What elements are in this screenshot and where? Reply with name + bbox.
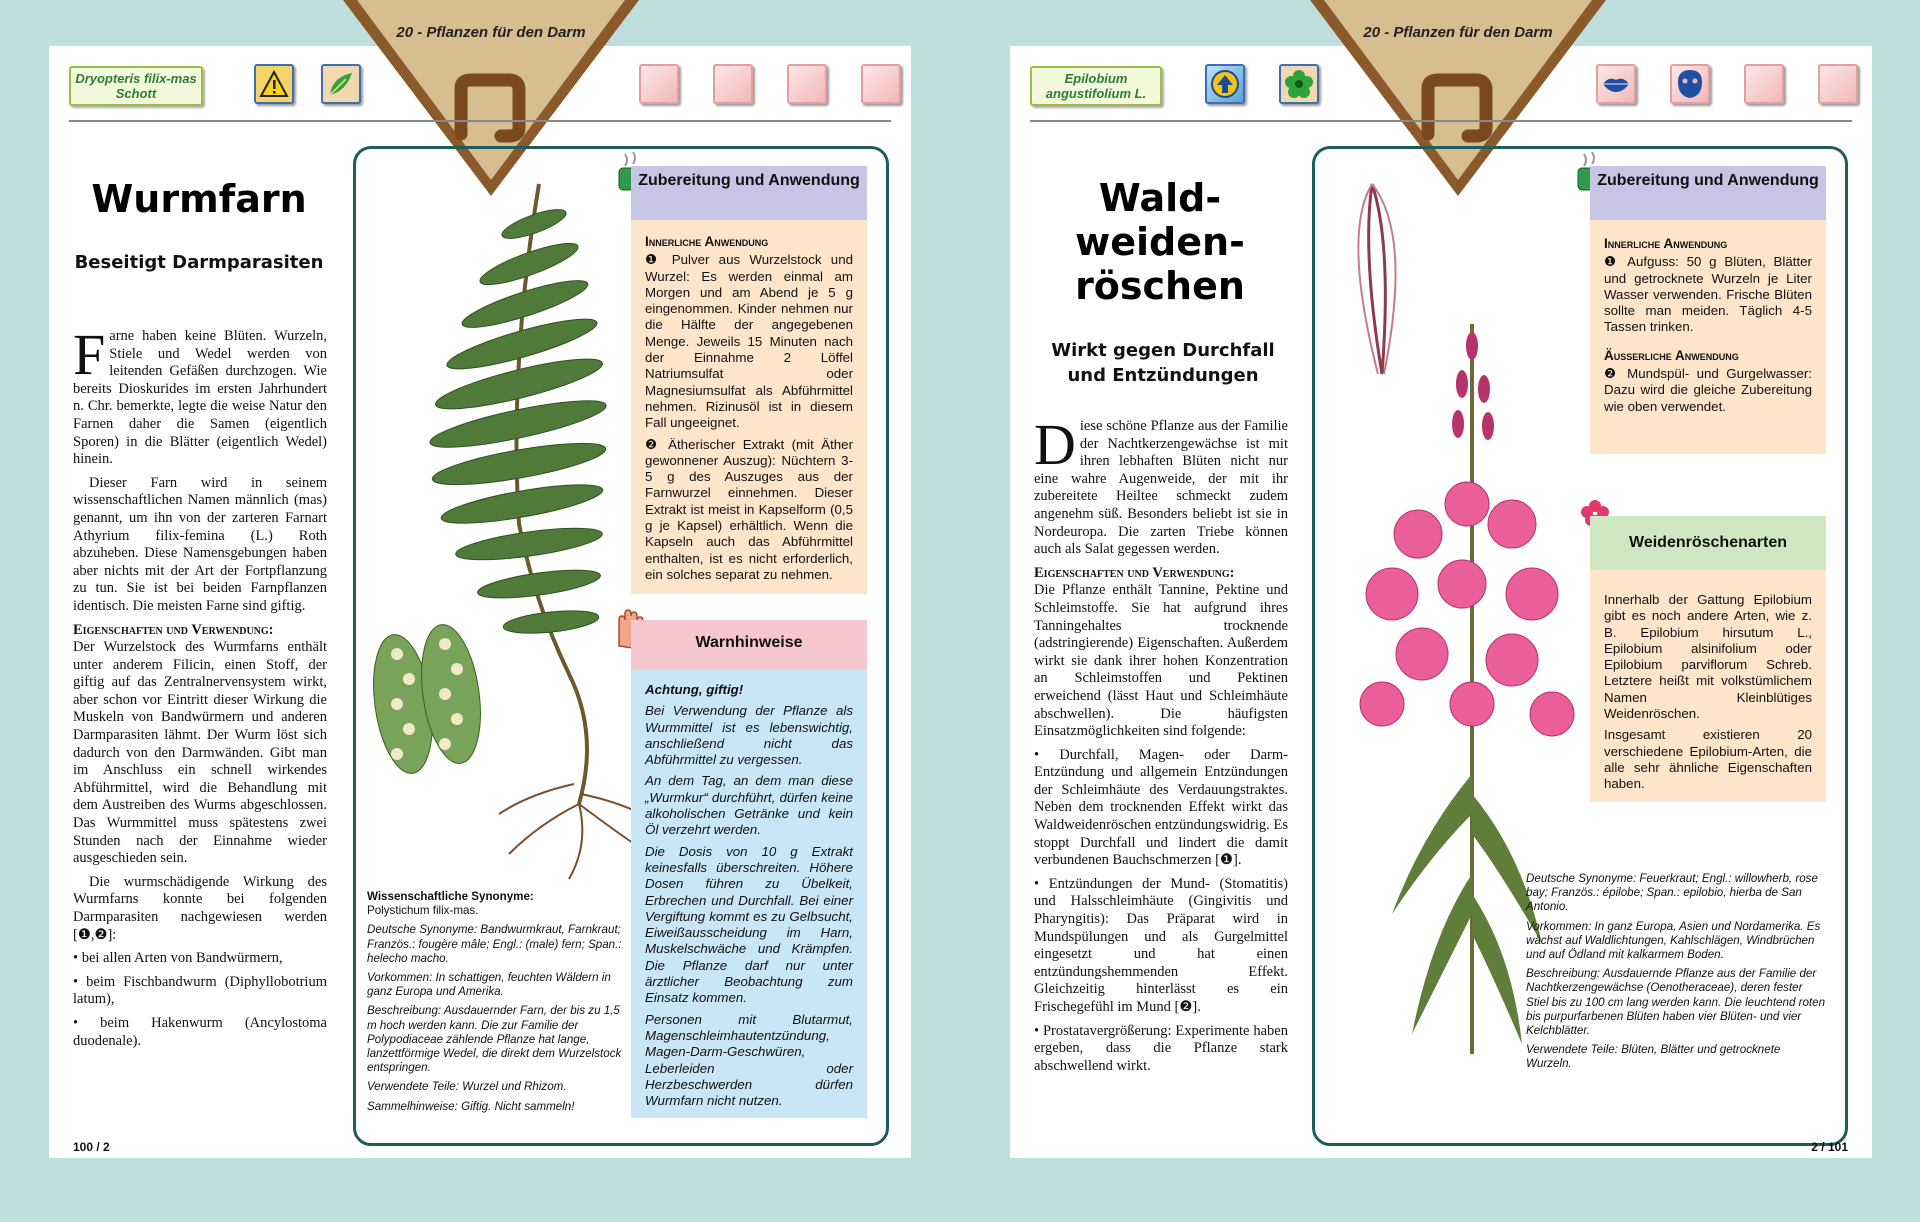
parasite-list	[73, 950, 327, 1050]
species-card	[1590, 516, 1826, 802]
species-body	[1590, 570, 1826, 802]
paragraph-2: Dieser Farn wird in seinem wissenschaftlichen Namen männlich (mas) genannt, um ihn von der zarteren Farnart Athyrium filix-femina (L.) Roth abzuheben. Diese Namensgebungen haben aber nichts mit der Art der Fortpflanzung zu tun. Sie ist bei beiden Farnpflanzen identisch. Die meisten Farne sind giftig.	[73, 474, 327, 614]
caption-heading: Wissenschaftliche Synonyme:	[367, 890, 534, 903]
header-rule	[69, 120, 891, 122]
title-line: Wald-	[1098, 176, 1222, 220]
bullet-item: • Durchfall, Magen- oder Darm-Entzündung und allgemein Entzündungen der Schleimhäute des Verdauungstraktes. Neben dem trocknenden Effekt wirkt das Waldweidenröschen entzündungswidrig. Es stoppt Durchfall und lindert die damit verbundenen Bauchschmerzen [❶].	[1034, 746, 1288, 869]
main-text	[1034, 412, 1288, 1081]
intro-paragraph: arne haben keine Blüten. Wurzeln, Stiele und Wedel werden von leitenden Gefäßen durchzogen. Wie bereits Dioskurides im ersten Jahrhundert n. Chr. bemerkte, legte die weise Natur den Farnen daher die Samen (eigentlich Sporen) in die Blätter (eigentlich Wedel) hinein.	[73, 328, 327, 468]
properties-text: Der Wurzelstock des Wurmfarns enthält unter anderem Filicin, einen Stoff, der giftig auf das Zentralnervensystem wirkt, aber schon vor Eintritt dieser Wirkung die Muskeln von Bandwürmern und anderen Darmparasiten lähmt. Der Wurm löst sich dadurch von den Darmwänden. Gibt man im Anschluss ein schnell wirkendes Abführmittel, wird die Behandlung mit dem Austreiben des Wurms abgeschlossen. Das Wurmmittel muss spätestens zwei Stunden nach der Einnahme wieder ausgeschieden sein.	[73, 639, 327, 867]
seed-pod-detail	[1358, 184, 1395, 374]
caption-item: Sammelhinweise: Giftig. Nicht sammeln!	[367, 1099, 575, 1113]
preparation-body	[631, 220, 867, 594]
warning-item: Personen mit Blutarmut, Magenschleimhautentzündung, Magen-Darm-Geschwüren, Leberleiden oder Herzbeschwerden dürfen Wurmfarn nicht nutzen.	[645, 1011, 853, 1109]
preparation-item: ❷ Mundspül- und Gurgelwasser: Dazu wird die gleiche Zubereitung wie oben verwendet.	[1604, 366, 1812, 414]
warning-title: Warnhinweise	[631, 620, 867, 670]
caption-text: Polystichum filix-mas.	[367, 904, 479, 918]
left-page	[49, 24, 911, 1158]
page-number: 2 / 101	[1811, 1140, 1848, 1154]
caption-item: Deutsche Synonyme: Bandwurmkraut, Farnkraut; Französ.: fougère mâle; Engl.: (male) fern; Span.: helecho macho.	[367, 923, 622, 965]
latin-name-badge[interactable]: Dryopteris filix-mas Schott	[69, 66, 203, 106]
empty-icon-slot-4[interactable]	[861, 64, 901, 104]
plant-caption	[1526, 872, 1826, 1077]
header-rule	[1030, 120, 1852, 122]
inner-use-heading: Innerliche Anwendung	[1604, 236, 1728, 251]
bullet-item: • Entzündungen der Mund- (Stomatitis) und Halsschleimhäute (Gingivitis und Pharyngitis): Das Präparat wird in Mundspülungen und als Gurgelmittel eingesetzt und hat einen entzündungshemmenden Effekt. Gleichzeitig hinterlässt es ein Frischegefühl im Mund [❷].	[1034, 875, 1288, 1015]
lips-icon[interactable]	[1596, 64, 1636, 104]
properties-heading: Eigenschaften und Verwendung:	[1034, 564, 1235, 581]
drop-cap: F	[73, 322, 106, 387]
warning-item: Bei Verwendung der Pflanze als Wurmmittel ist es lebenswichtig, anschließend nicht das Abführmittel zu vergessen.	[645, 703, 853, 768]
main-text	[73, 322, 327, 1056]
inner-use-heading: Innerliche Anwendung	[645, 234, 769, 249]
outer-use-heading: Äusserliche Anwendung	[1604, 347, 1739, 363]
warning-icon[interactable]	[254, 64, 294, 104]
spore-detail	[366, 621, 489, 777]
warning-item: Achtung, giftig!	[645, 682, 744, 697]
preparation-card	[1590, 166, 1826, 454]
caption-item: Beschreibung: Ausdauernde Pflanze aus der Familie der Nachtkerzengewächse (Oenotheraceae), deren fester Stiel bis zu 100 cm lang werden kann. Die leuchtend roten bis purpurfarbenen Blüten haben vier Blüten- und vier Kelchblätter.	[1526, 967, 1826, 1038]
leaf-icon[interactable]	[321, 64, 361, 104]
warning-item: An dem Tag, an dem man diese „Wurmkur“ durchführt, dürfen keine alkoholischen Getränke und kein Öl verzehrt werden.	[645, 773, 853, 838]
category-label: 20 - Pflanzen für den Darm	[396, 24, 586, 41]
latin-name-badge[interactable]: Epilobium angustifolium L.	[1030, 66, 1162, 106]
empty-icon-slot-1[interactable]	[639, 64, 679, 104]
empty-icon-slot-3[interactable]	[787, 64, 827, 104]
bullet-item: • Prostatavergrößerung: Experimente haben ergeben, dass die Pflanze stark abschwellend wirkt.	[1034, 1022, 1288, 1074]
preparation-item: ❶ Pulver aus Wurzelstock und Wurzel: Es werden einmal am Morgen und am Abend je 5 g eingenommen. Kinder nehmen nur die Hälfte der angegebenen Menge. Jeweils 15 Minuten nach der Einnahme 2 Löffel Natriumsulfat oder Magnesiumsulfat als Abführmittel nehmen. Rizinusöl ist in diesem Fall ungeeignet.	[645, 252, 853, 431]
page-subtitle: Wirkt gegen Durchfall und Entzündungen	[1051, 340, 1275, 386]
preparation-body	[1590, 220, 1826, 454]
title-line: weiden-	[1075, 220, 1245, 264]
list-item: • beim Fischbandwurm (Diphyllobotrium latum),	[73, 973, 327, 1008]
icon-bar	[69, 60, 891, 104]
flower-icon[interactable]	[1279, 64, 1319, 104]
right-page	[1010, 24, 1872, 1158]
face-icon[interactable]	[1670, 64, 1710, 104]
list-item: • bei allen Arten von Bandwürmern,	[73, 950, 283, 967]
preparation-title: Zubereitung und Anwendung	[1590, 166, 1826, 220]
warning-card	[631, 620, 867, 1118]
preparation-item: ❶ Aufguss: 50 g Blüten, Blätter und getrocknete Wurzeln je Liter Wasser verwenden. Frische Blüten sollte man meiden. Täglich 4-5 Tassen trinken.	[1604, 254, 1812, 335]
page-title: Wurmfarn	[91, 177, 307, 221]
species-item: Insgesamt existieren 20 verschiedene Epilobium-Arten, die alle sehr ähnliche Eigenschaften haben.	[1604, 727, 1812, 792]
plant-caption	[367, 890, 623, 1119]
page-title	[1034, 176, 1286, 308]
caption-item: Verwendete Teile: Blüten, Blätter und getrocknete Wurzeln.	[1526, 1043, 1781, 1071]
caption-item: Vorkommen: In ganz Europa, Asien und Nordamerika. Es wächst auf Waldlichtungen, Kahlschlägen, Windbrüchen und auf Ödland mit kalkarmem Boden.	[1526, 919, 1821, 962]
category-label: 20 - Pflanzen für den Darm	[1363, 24, 1553, 41]
preparation-card	[631, 166, 867, 594]
drop-cap: D	[1034, 412, 1076, 477]
title-line: röschen	[1075, 264, 1245, 308]
warning-body	[631, 670, 867, 1118]
icon-bar	[1030, 60, 1852, 104]
preparation-title: Zubereitung und Anwendung	[631, 166, 867, 220]
properties-heading: Eigenschaften und Verwendung:	[73, 621, 274, 638]
empty-icon-slot-1[interactable]	[1744, 64, 1784, 104]
species-title: Weidenröschenarten	[1590, 516, 1826, 570]
properties-text: Die Pflanze enthält Tannine, Pektine und Schleimstoffe. Sie hat aufgrund ihres Tanningehaltes trocknende (adstringierende) Eigenschaften. Außerdem wirkt sie dank ihrer hohen Konzentration an Schleimstoffen und Pektinen erweichend (lässt Haut und Schleimhäute abschwellen). Die häufigsten Einsatzmöglichkeiten sind folgende:	[1034, 582, 1288, 740]
caption-item: Verwendete Teile: Wurzel und Rhizom.	[367, 1080, 567, 1094]
empty-icon-slot-2[interactable]	[713, 64, 753, 104]
preparation-item: ❷ Ätherischer Extrakt (mit Äther gewonnener Auszug): Nüchtern 3-5 g des Auszuges aus der Farnwurzel einnehmen. Dieser Extrakt ist meist in Kapselform (0,5 g je Kapsel) erhältlich. Wenn die Kapseln auch das Abführmittel enthalten, ist es nicht erforderlich, ein solches separat zu nehmen.	[645, 436, 853, 582]
caption-item: Vorkommen: In schattigen, feuchten Wäldern in ganz Europa und Amerika.	[367, 971, 611, 999]
species-item: Innerhalb der Gattung Epilobium gibt es noch andere Arten, wie z. B. Epilobium hirsutum L., Epilobium alsinifolium oder Epilobium parviflorum Schreb. Letztere heißt mit volkstümlichem Namen Kleinblütiges Weidenröschen.	[1604, 592, 1812, 722]
page-number: 100 / 2	[73, 1140, 110, 1154]
caption-item: Beschreibung: Ausdauernder Farn, der bis zu 1,5 m hoch werden kann. Die zur Familie der Polypodiaceae zählende Pflanze hat lange, lanzettförmige Wedel, die direkt dem Wurzelstock entspringen.	[367, 1004, 622, 1075]
list-item: • beim Hakenwurm (Ancylostoma duodenale).	[73, 1014, 327, 1049]
caption-item: Deutsche Synonyme: Feuerkraut; Engl.: willowherb, rose bay; Französ.: épilobe; Span.: epilobio, hierba de San Antonio.	[1526, 872, 1818, 914]
intro-paragraph: iese schöne Pflanze aus der Familie der Nachtkerzengewächse ist mit ihren lebhaften Blüten nicht nur eine wahre Augenweide, der mit ihr zubereitete Heiltee schmeckt zudem angenehm süß. Besonders beliebt ist sie in Nordeuropa. Die zarten Triebe können auch als Salat gegessen werden.	[1034, 418, 1288, 558]
page-subtitle: Beseitigt Darmparasiten	[74, 252, 324, 273]
arrow-up-icon[interactable]	[1205, 64, 1245, 104]
paragraph-3: Die wurmschädigende Wirkung des Wurmfarns konnte bei folgenden Darmparasiten nachgewiesen werden [❶,❷]:	[73, 873, 327, 943]
empty-icon-slot-2[interactable]	[1818, 64, 1858, 104]
warning-item: Die Dosis von 10 g Extrakt keinesfalls überschreiten. Höhere Dosen führen zu Übelkeit, Erbrechen und Durchfall. Bei einer Vergiftung kommt es zu Gelbsucht, Eiweißausscheidung im Harn, Muskelschwäche und Krämpfen. Die Pflanze darf nur unter ärztlicher Beobachtung zum Einsatz kommen.	[645, 843, 853, 1006]
